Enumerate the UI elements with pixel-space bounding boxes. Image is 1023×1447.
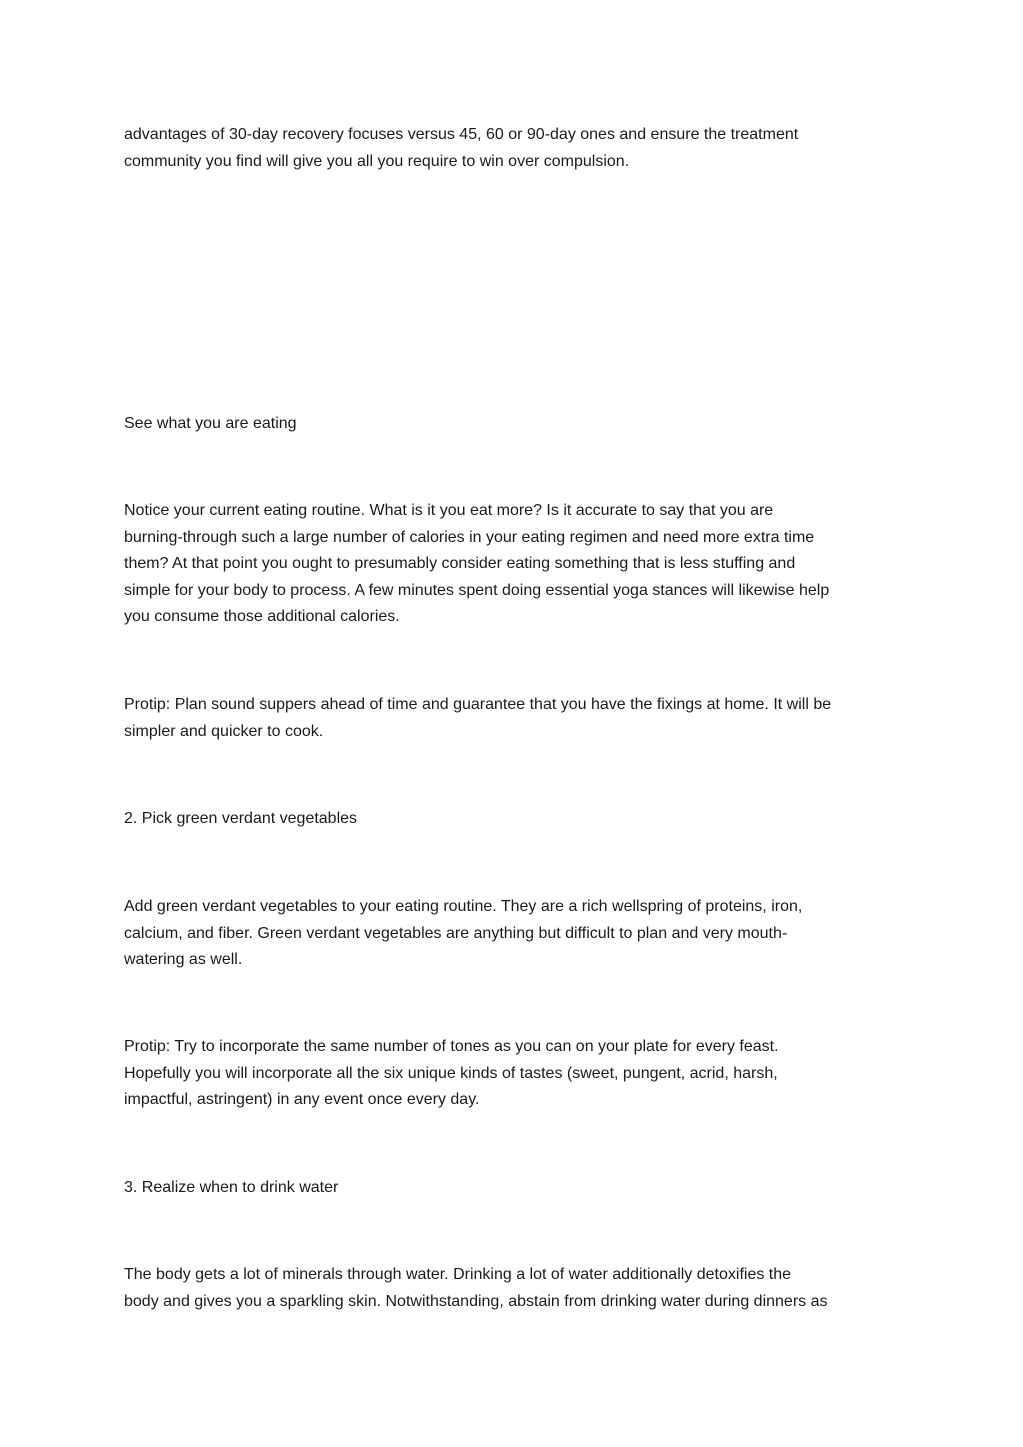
section1-protip-paragraph: [124, 692, 904, 745]
text-line: body and gives you a sparkling skin. Notwithstanding, abstain from drinking water during dinners as: [124, 1292, 828, 1310]
text-line: community you find will give you all you require to win over compulsion.: [124, 152, 630, 170]
text-line: impactful, astringent) in any event once every day.: [124, 1091, 480, 1108]
text-line: simple for your body to process. A few minutes spent doing essential yoga stances will likewise help: [124, 581, 830, 599]
section-heading-pick-green-verdant-vegetables: [124, 806, 904, 833]
text-line: burning-through such a large number of calories in your eating regimen and need more extra time: [124, 528, 815, 546]
text-line: Add green verdant vegetables to your eating routine. They are a rich wellspring of proteins, iron,: [124, 898, 803, 915]
text-line: The body gets a lot of minerals through water. Drinking a lot of water additionally detoxifies the: [124, 1266, 792, 1283]
section3-body-paragraph: [124, 1262, 904, 1315]
text-line: Protip: Plan sound suppers ahead of time and guarantee that you have the fixings at home. It will be: [124, 696, 832, 713]
text-line: calcium, and fiber. Green verdant vegetables are anything but difficult to plan and very mouth-: [124, 924, 788, 942]
section-heading-realize-when-to-drink-water: [124, 1175, 904, 1202]
text-line: simpler and quicker to cook.: [124, 722, 324, 740]
text-line: Notice your current eating routine. What is it you eat more? Is it accurate to say that you are: [124, 502, 774, 519]
section2-body-paragraph: [124, 894, 904, 974]
section1-body-paragraph: [124, 498, 904, 631]
heading-text: 3. Realize when to drink water: [124, 1179, 339, 1196]
text-line: Protip: Try to incorporate the same number of tones as you can on your plate for every feast.: [124, 1038, 779, 1055]
heading-text: 2. Pick green verdant vegetables: [124, 810, 358, 827]
text-line: watering as well.: [124, 951, 243, 968]
section-heading-see-what-you-are-eating: [124, 411, 904, 438]
section2-protip-paragraph: [124, 1034, 904, 1114]
text-line: you consume those additional calories.: [124, 608, 400, 625]
text-line: them? At that point you ought to presumably consider eating something that is less stuffing and: [124, 555, 796, 572]
text-line: Hopefully you will incorporate all the six unique kinds of tastes (sweet, pungent, acrid, harsh,: [124, 1064, 778, 1082]
heading-text: See what you are eating: [124, 415, 297, 432]
text-line: advantages of 30-day recovery focuses versus 45, 60 or 90-day ones and ensure the treatment: [124, 126, 799, 143]
intro-paragraph: [124, 122, 904, 175]
